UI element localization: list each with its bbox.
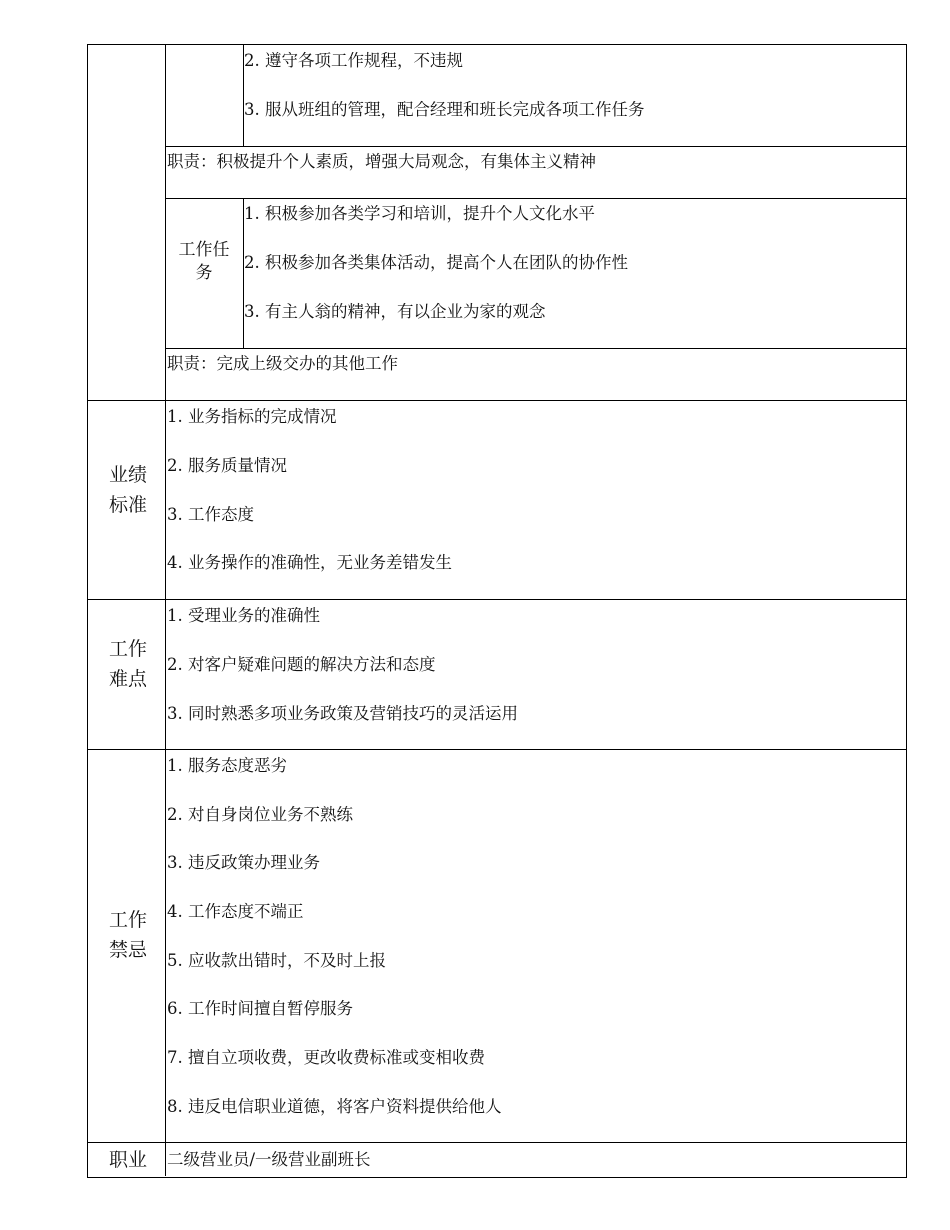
task-item: 2. 遵守各项工作规程，不违规 [244, 51, 463, 70]
performance-label [90, 460, 166, 520]
row-divider [166, 146, 906, 147]
career-value: 二级营业员/一级营业副班长 [167, 1150, 371, 1169]
taboo-item: 6. 工作时间擅自暂停服务 [167, 999, 353, 1018]
performance-item: 1. 业务指标的完成情况 [167, 407, 337, 426]
taboos-label-text: 工作禁忌 [108, 909, 147, 961]
taboo-item: 2. 对自身岗位业务不熟练 [167, 805, 353, 824]
duty-text: 职责：积极提升个人素质，增强大局观念，有集体主义精神 [167, 152, 596, 171]
difficulty-item: 1. 受理业务的准确性 [167, 606, 320, 625]
work-task-label-text: 工作任务 [178, 240, 230, 283]
row-divider [166, 198, 906, 199]
career-label: 职业 [108, 1149, 147, 1171]
task-item: 1. 积极参加各类学习和培训，提升个人文化水平 [244, 204, 595, 223]
task-item: 2. 积极参加各类集体活动，提高个人在团队的协作性 [244, 253, 628, 272]
row-divider [166, 348, 906, 349]
taboo-item: 7. 擅自立项收费，更改收费标准或变相收费 [167, 1048, 485, 1067]
row-divider [88, 400, 906, 401]
performance-label-text: 业绩标准 [108, 464, 147, 516]
taboo-item: 4. 工作态度不端正 [167, 902, 304, 921]
task-item: 3. 服从班组的管理，配合经理和班长完成各项工作任务 [244, 100, 645, 119]
difficulty-item: 2. 对客户疑难问题的解决方法和态度 [167, 655, 436, 674]
row-divider [88, 749, 906, 750]
taboo-item: 5. 应收款出错时，不及时上报 [167, 951, 386, 970]
work-task-label [166, 239, 242, 285]
difficulties-label-text: 工作难点 [108, 638, 147, 690]
taboo-item: 8. 违反电信职业道德，将客户资料提供给他人 [167, 1097, 502, 1116]
difficulties-label [90, 634, 166, 694]
row-divider [88, 1142, 906, 1143]
taboos-label [90, 905, 166, 965]
task-item: 3. 有主人翁的精神，有以企业为家的观念 [244, 302, 546, 321]
row-divider [88, 599, 906, 600]
taboo-item: 1. 服务态度恶劣 [167, 756, 287, 775]
performance-item: 2. 服务质量情况 [167, 456, 287, 475]
performance-item: 4. 业务操作的准确性，无业务差错发生 [167, 553, 452, 572]
job-description-table [87, 44, 907, 1178]
difficulty-item: 3. 同时熟悉多项业务政策及营销技巧的灵活运用 [167, 704, 518, 723]
column-divider [165, 45, 166, 1176]
performance-item: 3. 工作态度 [167, 505, 254, 524]
taboo-item: 3. 违反政策办理业务 [167, 853, 320, 872]
duty-text: 职责：完成上级交办的其他工作 [167, 354, 398, 373]
